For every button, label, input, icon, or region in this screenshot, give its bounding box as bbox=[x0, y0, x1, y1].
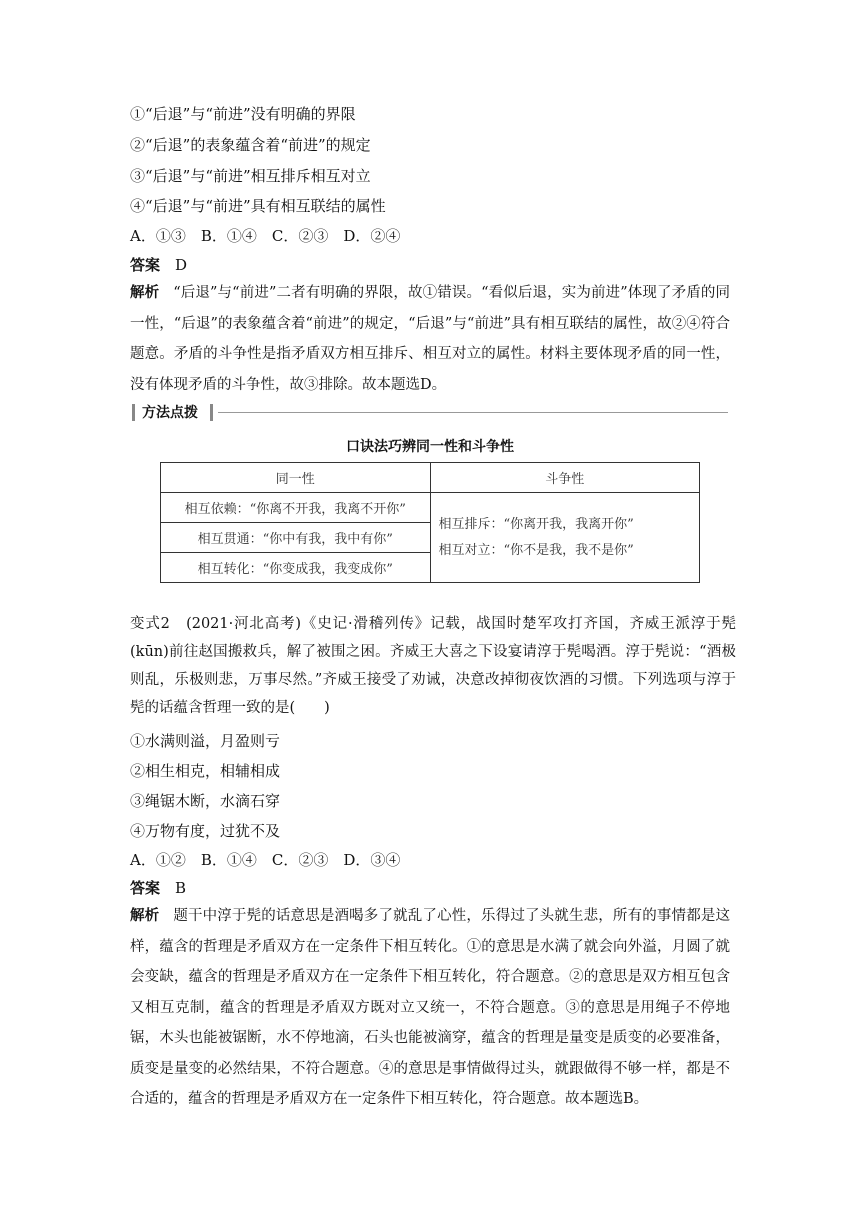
q2-option-2: ②相生相克，相辅相成 bbox=[130, 762, 281, 780]
identity-cell: 相互转化：“你变成我，我变成你” bbox=[161, 553, 431, 583]
section-marker bbox=[132, 404, 135, 421]
q1-option-4: ④“后退”与“前进”具有相互联结的属性 bbox=[130, 197, 386, 215]
analysis-label: 解析 bbox=[130, 284, 160, 301]
q2-analysis bbox=[130, 901, 730, 1115]
q1-analysis bbox=[130, 278, 730, 400]
analysis-label: 解析 bbox=[130, 907, 160, 924]
identity-cell: 相互依赖：“你离不开我，我离不开你” bbox=[161, 493, 431, 523]
q1-option-1: ①“后退”与“前进”没有明确的界限 bbox=[130, 105, 356, 123]
method-table-title: 口诀法巧辨同一性和斗争性 bbox=[346, 439, 514, 455]
section-rule bbox=[218, 412, 728, 413]
identity-cell: 相互贯通：“你中有我，我中有你” bbox=[161, 523, 431, 553]
q1-answer bbox=[130, 255, 187, 275]
method-section-header bbox=[132, 402, 728, 424]
method-table bbox=[160, 462, 700, 583]
answer-value: D bbox=[175, 256, 188, 274]
q2-option-3: ③绳锯木断，水滴石穿 bbox=[130, 792, 281, 810]
analysis-text: “后退”与“前进”二者有明确的界限，故①错误。“看似后退，实为前进”体现了矛盾的同一性，“后退”的表象蕴含着“前进”的规定，“后退”与“前进”具有相互联结的属性，故②④符合题意。矛盾的斗争性是指矛盾双方相互排斥、相互对立的属性。材料主要体现矛盾的同一性，没有体现矛盾的斗争性，故③排除。故本题选D。 bbox=[130, 285, 731, 393]
q2-stem: 变式2 (2021·河北高考)《史记·滑稽列传》记载，战国时楚军攻打齐国，齐威王派淳于髡(kūn)前往赵国搬救兵，解了被围之困。齐威王大喜之下设宴请淳于髡喝酒。淳于髡说：“酒极则乱，乐极则悲，万事尽然。”齐威王接受了劝诫，决意改掉彻夜饮酒的习惯。下列选项与淳于髡的话蕴含哲理一致的是( ) bbox=[130, 616, 736, 716]
q2-choices: A．①② B．①④ C．②③ D．③④ bbox=[130, 851, 401, 869]
q2-option-4: ④万物有度，过犹不及 bbox=[130, 822, 281, 840]
answer-label: 答案 bbox=[130, 879, 161, 897]
table-row bbox=[161, 493, 700, 523]
section-marker bbox=[210, 404, 213, 421]
header-identity: 同一性 bbox=[161, 463, 431, 493]
q2-answer bbox=[130, 878, 186, 898]
q1-choices: A．①③ B．①④ C．②③ D．②④ bbox=[130, 227, 401, 245]
q2-option-1: ①水满则溢，月盈则亏 bbox=[130, 732, 281, 750]
q1-option-2: ②“后退”的表象蕴含着“前进”的规定 bbox=[130, 136, 371, 154]
analysis-text: 题干中淳于髡的话意思是酒喝多了就乱了心性，乐得过了头就生悲，所有的事情都是这样，蕴含的哲理是矛盾双方在一定条件下相互转化。①的意思是水满了就会向外溢，月圆了就会变缺，蕴含的哲理是矛盾双方在一定条件下相互转化，符合题意。②的意思是双方相互包含又相互克制，蕴含的哲理是矛盾双方既对立又统一，不符合题意。③的意思是用绳子不停地锯，木头也能被锯断，水不停地滴，石头也能被滴穿，蕴含的哲理是量变是质变的必要准备，质变是量变的必然结果，不符合题意。④的意思是事情做得过头，就跟做得不够一样，都是不合适的，蕴含的哲理是矛盾双方在一定条件下相互转化，符合题意。故本题选B。 bbox=[130, 908, 731, 1107]
q1-option-3: ③“后退”与“前进”相互排斥相互对立 bbox=[130, 167, 371, 185]
struggle-line: 相互对立：“你不是我，我不是你” bbox=[438, 542, 634, 558]
method-section-title: 方法点拨 bbox=[142, 405, 198, 421]
struggle-cell bbox=[430, 493, 700, 583]
answer-label: 答案 bbox=[130, 256, 161, 274]
answer-value: B bbox=[175, 879, 187, 897]
header-struggle: 斗争性 bbox=[430, 463, 700, 493]
struggle-line: 相互排斥：“你离开我，我离开你” bbox=[438, 516, 634, 532]
table-header-row bbox=[161, 463, 700, 493]
